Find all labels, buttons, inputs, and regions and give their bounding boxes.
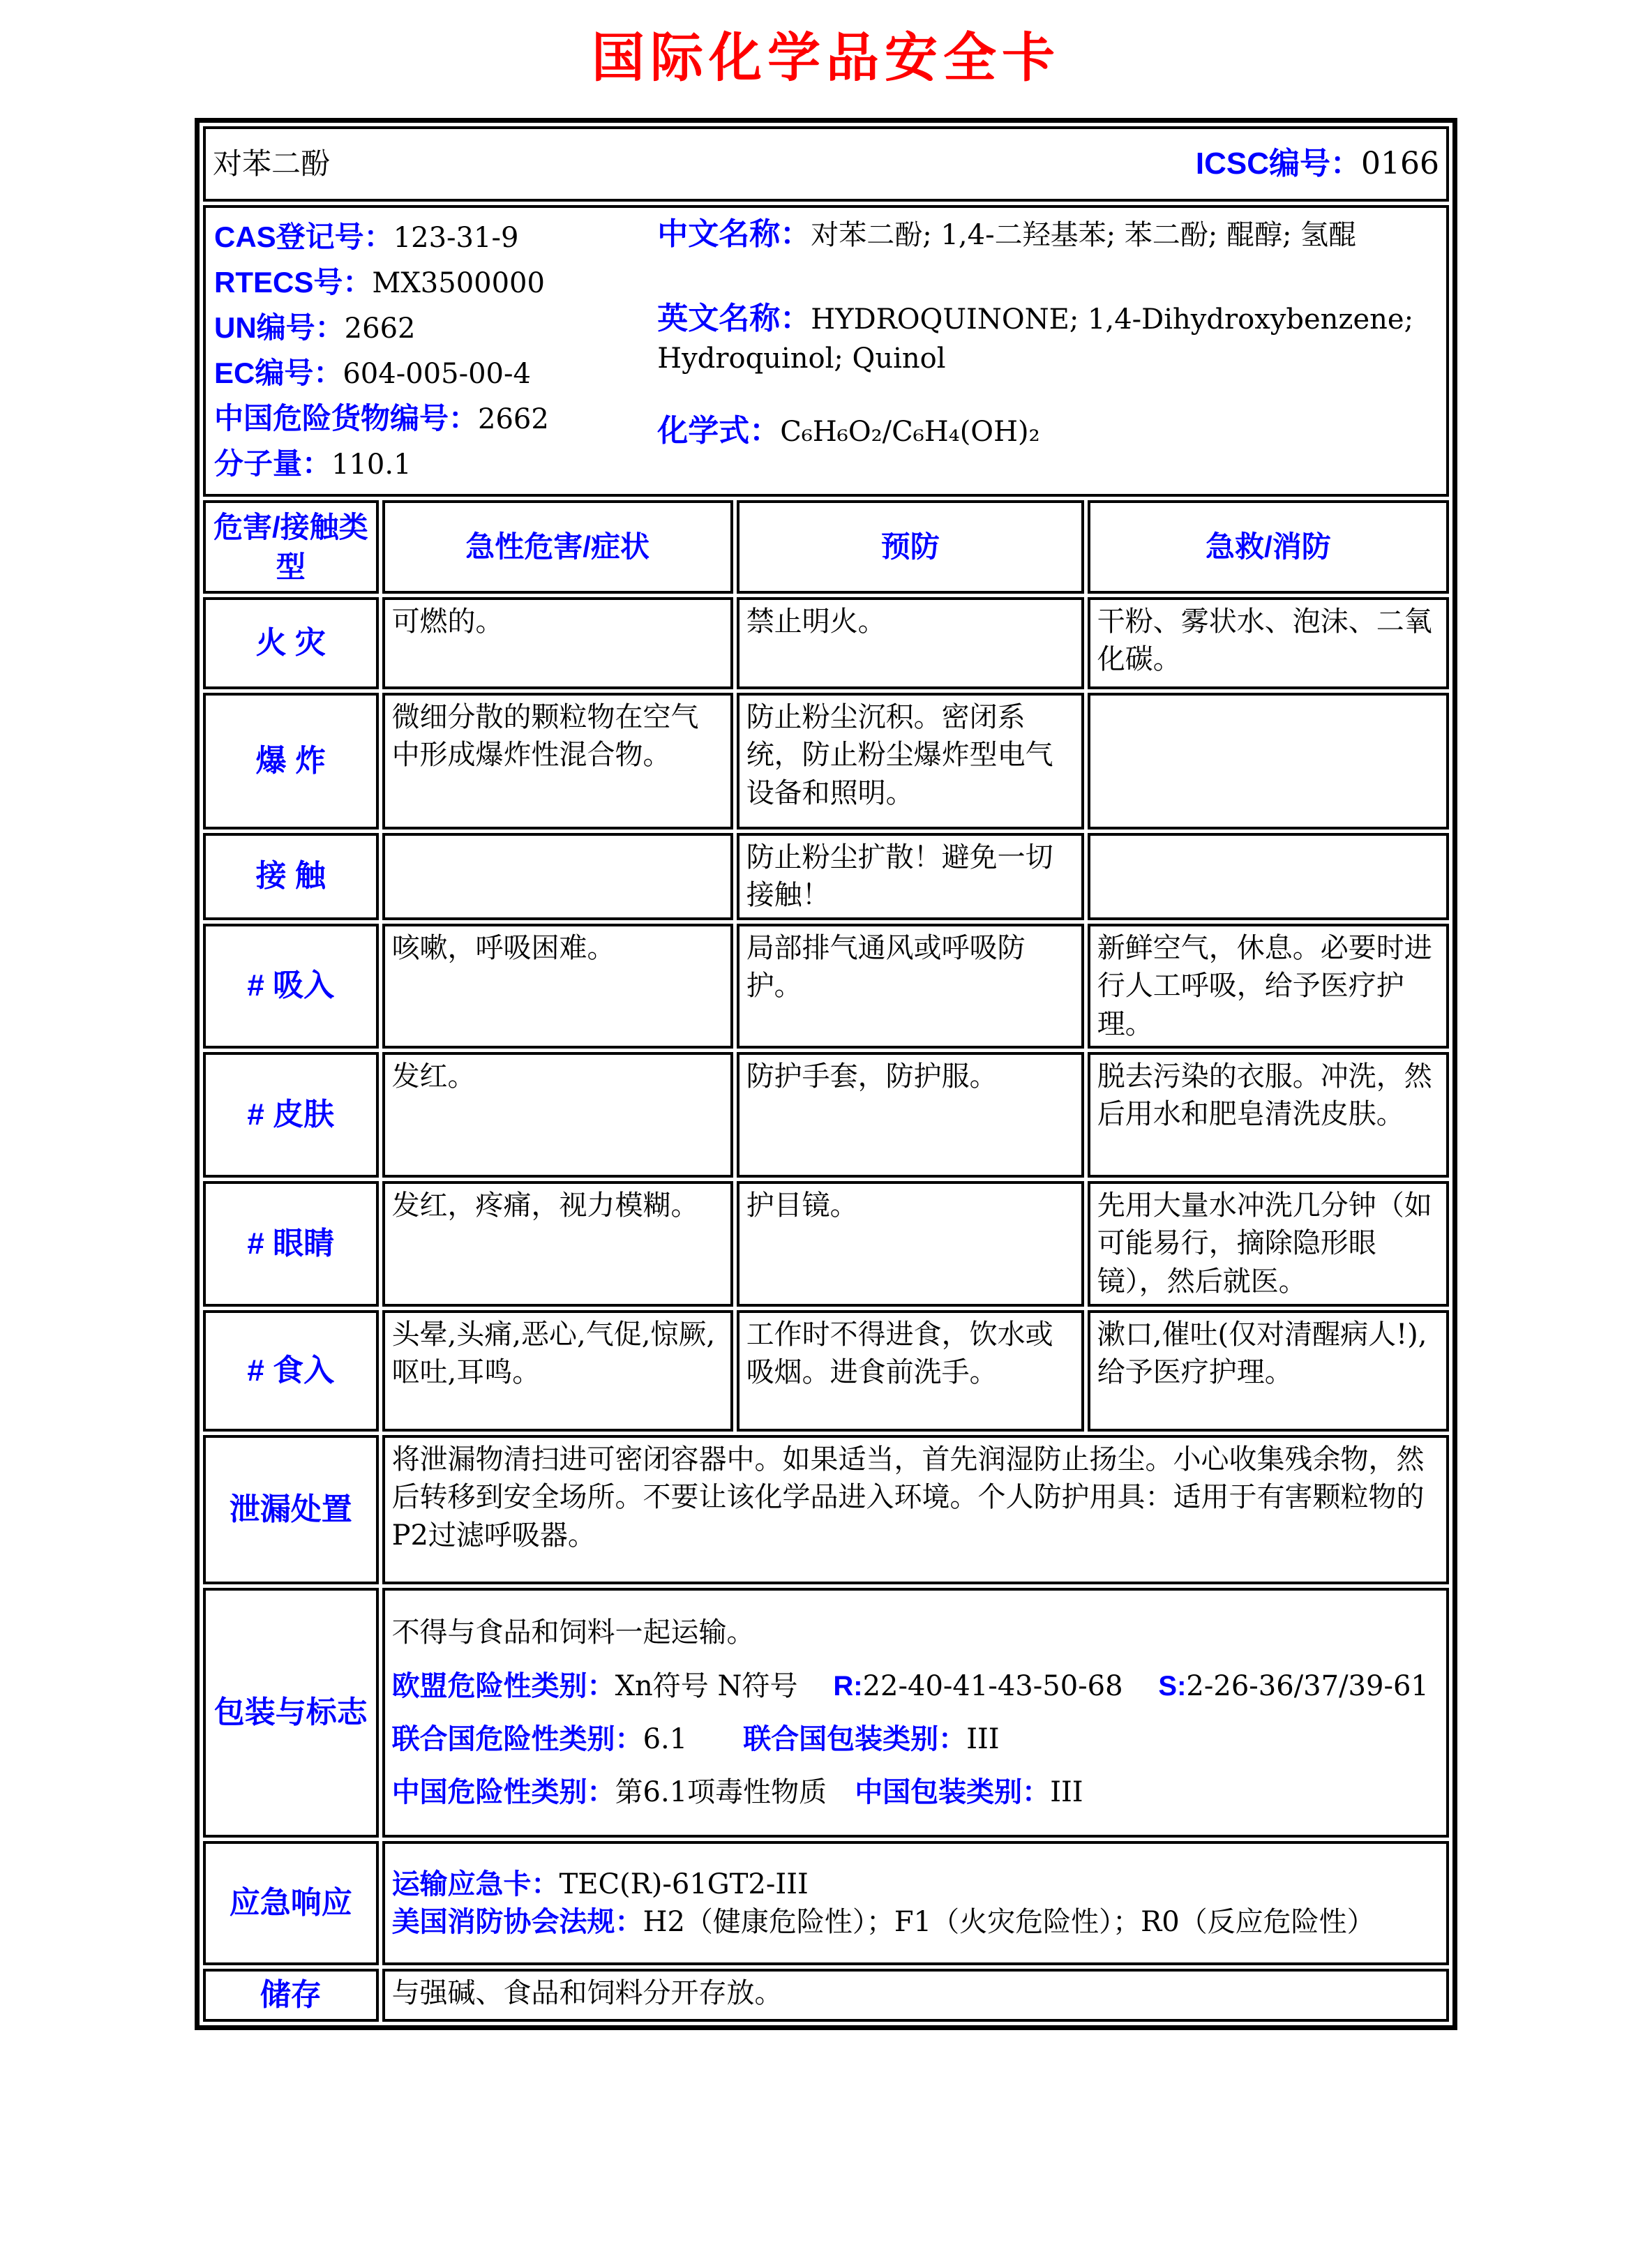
- inline-field-value: 将泄漏物清扫进可密闭容器中。如果适当，首先润湿防止扬尘。小心收集残余物，然后转移到安全场所。不要让该化学品进入环境。个人防护用具：适用于有害颗粒物的P2过滤呼吸器。: [391, 1443, 1425, 1552]
- row-type-label: # 皮肤: [203, 1052, 379, 1178]
- molecular-weight-line: [214, 442, 653, 487]
- skin-symptoms: 发红。: [382, 1052, 733, 1178]
- formula-label: 化学式：: [657, 414, 781, 448]
- section-row-spill: [203, 1435, 1449, 1584]
- skin-prevention: 防护手套，防护服。: [737, 1052, 1084, 1178]
- hazard-row-contact: [203, 833, 1449, 920]
- inline-field-label: 运输应急卡：: [391, 1868, 560, 1900]
- inline-field-value: 与强碱、食品和饲料分开存放。: [391, 1976, 783, 2009]
- inhalation-symptoms: 咳嗽，呼吸困难。: [382, 924, 733, 1049]
- english-name-line: [657, 299, 1438, 378]
- english-name-label: 英文名称：: [657, 301, 811, 336]
- chinese-name-value: 对苯二酚; 1,4-二羟基苯; 苯二酚; 醌醇; 氢醌: [811, 219, 1357, 251]
- inline-field-value: III: [966, 1722, 1000, 1755]
- icsc-number-group: [1196, 143, 1439, 185]
- china-dg-number-line: [214, 396, 653, 442]
- chinese-name-label: 中文名称：: [657, 217, 811, 251]
- ingestion-symptoms: 头晕,头痛,恶心,气促,惊厥,呕吐,耳鸣。: [382, 1310, 733, 1432]
- china-dg-value: 2662: [478, 403, 549, 435]
- icsc-number: 0166: [1361, 146, 1439, 182]
- identifiers-list: [214, 215, 653, 487]
- row-type-label: 爆 炸: [203, 693, 379, 829]
- section-content-emergency: [382, 1841, 1449, 1965]
- section-content-storage: [382, 1969, 1449, 2022]
- rtecs-value: MX3500000: [372, 267, 545, 299]
- hazard-header-response: 急救/消防: [1088, 500, 1449, 594]
- english-name-value: HYDROQUINONE; 1,4-Dihydroxybenzene; Hydroquinol; Quinol: [657, 303, 1414, 375]
- hazard-row-eyes: [203, 1181, 1449, 1307]
- chinese-name-line: [657, 215, 1438, 255]
- inline-field-label: S:: [1158, 1670, 1187, 1702]
- ingestion-prevention: 工作时不得进食，饮水或吸烟。进食前洗手。: [737, 1310, 1084, 1432]
- hazard-row-ingestion: [203, 1310, 1449, 1432]
- explosion-symptoms: 微细分散的颗粒物在空气中形成爆炸性混合物。: [382, 693, 733, 829]
- cas-value: 123-31-9: [393, 222, 519, 254]
- inline-field-value: 2-26-36/37/39-61: [1186, 1669, 1429, 1702]
- cas-label: CAS登记号：: [214, 220, 393, 253]
- section-row-packaging: [203, 1588, 1449, 1838]
- rtecs-number-line: [214, 260, 653, 306]
- molecular-weight-value: 110.1: [331, 449, 412, 481]
- inline-field-label: 欧盟危险性类别：: [391, 1670, 615, 1702]
- contact-response: [1088, 833, 1449, 920]
- inline-field-label: 美国消防协会法规：: [391, 1906, 643, 1937]
- section-label-packaging: 包装与标志: [203, 1588, 379, 1838]
- hazard-header-row: [203, 500, 1449, 594]
- inhalation-prevention: 局部排气通风或呼吸防护。: [737, 924, 1084, 1049]
- identification-cell: [203, 205, 1449, 497]
- row-type-label: 火 灾: [203, 597, 379, 689]
- row-type-label: # 食入: [203, 1310, 379, 1432]
- eyes-symptoms: 发红，疼痛，视力模糊。: [382, 1181, 733, 1307]
- row-type-label: # 眼睛: [203, 1181, 379, 1307]
- icsc-document: [0, 15, 1652, 2030]
- section-row-emergency: [203, 1841, 1449, 1965]
- hazard-header-type: 危害/接触类型: [203, 500, 379, 594]
- formula-value: C₆H₆O₂/C₆H₄(OH)₂: [780, 416, 1040, 448]
- inline-field-value: Xn符号 N符号: [615, 1669, 834, 1702]
- inline-field-value: 第6.1项毒性物质: [615, 1776, 855, 1809]
- inline-field-label: 中国包装类别：: [855, 1777, 1051, 1808]
- ec-value: 604-005-00-4: [343, 358, 531, 390]
- hazard-row-skin: [203, 1052, 1449, 1178]
- inline-field-value: 不得与食品和饲料一起运输。: [391, 1616, 755, 1649]
- fire-symptoms: 可燃的。: [382, 597, 733, 689]
- inline-field-value: 22-40-41-43-50-68: [862, 1669, 1159, 1702]
- ec-number-line: [214, 351, 653, 396]
- fire-response: 干粉、雾状水、泡沫、二氧化碳。: [1088, 597, 1449, 689]
- inline-field-value: TEC(R)-61GT2-III: [559, 1868, 809, 1900]
- eyes-response: 先用大量水冲洗几分钟（如可能易行，摘除隐形眼镜），然后就医。: [1088, 1181, 1449, 1307]
- contact-prevention: 防止粉尘扩散！避免一切接触！: [737, 833, 1084, 920]
- hazard-row-fire: [203, 597, 1449, 689]
- china-dg-label: 中国危险货物编号：: [214, 402, 479, 435]
- card-header-cell: [203, 126, 1449, 202]
- un-value: 2662: [344, 313, 416, 345]
- row-type-label: 接 触: [203, 833, 379, 920]
- section-content-spill: [382, 1435, 1449, 1584]
- inhalation-response: 新鲜空气，休息。必要时进行人工呼吸，给予医疗护理。: [1088, 924, 1449, 1049]
- cas-number-line: [214, 215, 653, 260]
- inline-field-value: 6.1: [643, 1722, 744, 1755]
- chemical-name: 对苯二酚: [213, 147, 331, 181]
- inline-field-label: 联合国危险性类别：: [391, 1723, 643, 1755]
- inline-field-label: R:: [833, 1670, 863, 1702]
- section-row-storage: [203, 1969, 1449, 2022]
- fire-prevention: 禁止明火。: [737, 597, 1084, 689]
- ec-label: EC编号：: [214, 356, 343, 389]
- skin-response: 脱去污染的衣服。冲洗，然后用水和肥皂清洗皮肤。: [1088, 1052, 1449, 1178]
- un-number-line: [214, 306, 653, 351]
- inline-field-value: H2（健康危险性）；F1（火灾危险性）；R0（反应危险性）: [643, 1905, 1375, 1938]
- names-list: [653, 215, 1438, 487]
- identification-row: [203, 205, 1449, 497]
- explosion-response: [1088, 693, 1449, 829]
- ingestion-response: 漱口,催吐(仅对清醒病人!),给予医疗护理。: [1088, 1310, 1449, 1432]
- un-label: UN编号：: [214, 311, 345, 344]
- section-content-packaging: [382, 1588, 1449, 1838]
- inline-field-label: 中国危险性类别：: [391, 1777, 615, 1808]
- hazard-row-explosion: [203, 693, 1449, 829]
- card-header-row: [203, 126, 1449, 202]
- row-type-label: # 吸入: [203, 924, 379, 1049]
- explosion-prevention: 防止粉尘沉积。密闭系统，防止粉尘爆炸型电气设备和照明。: [737, 693, 1084, 829]
- section-label-storage: 储存: [203, 1969, 379, 2022]
- formula-line: [657, 412, 1438, 451]
- inline-field-value: III: [1050, 1776, 1083, 1809]
- section-label-emergency: 应急响应: [203, 1841, 379, 1965]
- hazard-row-inhalation: [203, 924, 1449, 1049]
- rtecs-label: RTECS号：: [214, 266, 373, 299]
- icsc-label: ICSC编号：: [1195, 147, 1362, 181]
- page-title: 国际化学品安全卡: [592, 29, 1060, 88]
- molecular-weight-label: 分子量：: [214, 447, 332, 480]
- contact-symptoms: [382, 833, 733, 920]
- icsc-table: [200, 123, 1452, 2025]
- hazard-header-prevention: 预防: [737, 500, 1084, 594]
- inline-field-label: 联合国包装类别：: [743, 1723, 967, 1755]
- eyes-prevention: 护目镜。: [737, 1181, 1084, 1307]
- card-outer-border: [195, 118, 1457, 2030]
- section-label-spill: 泄漏处置: [203, 1435, 379, 1584]
- hazard-header-symptoms: 急性危害/症状: [382, 500, 733, 594]
